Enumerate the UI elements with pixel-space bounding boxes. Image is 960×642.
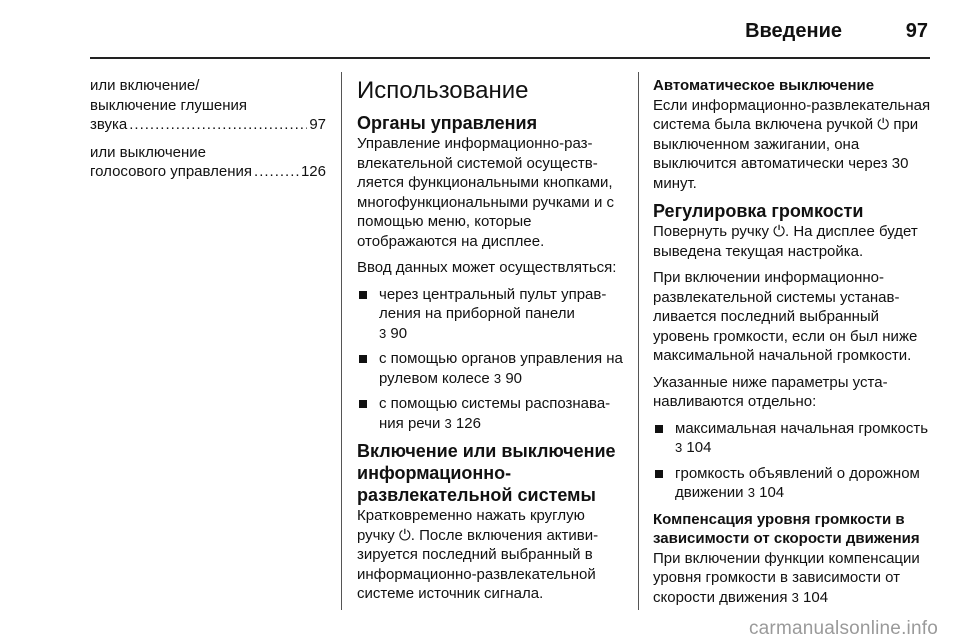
toc-leader-dots [129,115,307,135]
bullet-square-icon [359,355,367,363]
toc-entry [90,76,326,135]
volume-params-list [653,419,933,503]
list-item-text: через центральный пульт управления на приборной панели [379,285,607,322]
toc-page-number[interactable]: 97 [309,116,326,133]
cross-reference-page[interactable]: 104 [686,439,712,456]
input-intro-paragraph: Ввод данных может осуществляться: [357,259,617,276]
column-divider-left [341,72,342,610]
list-item [653,419,933,458]
toc-column [90,76,326,190]
cross-reference-page[interactable]: 104 [759,484,785,501]
list-item-text: громкость объявлений о дорожном движении [675,464,920,501]
bullet-square-icon [655,470,663,478]
auto-off-paragraph: Если информационно-развлекательная система была включена ручкой ⏻ при выключенном зажигании, она выключится автоматически через 30 минут. [653,96,931,192]
cross-reference-page[interactable]: 90 [390,324,408,342]
usage-column [357,76,623,611]
toc-entry-last-line[interactable] [90,115,326,135]
cross-reference-icon: 3 [747,485,755,500]
cross-reference-page[interactable]: 126 [455,414,481,432]
controls-paragraph: Управление информационно-развлекательной системой осуществляется функциональными кнопками, многофункциональными ручками и с помощью меню, которые отображаются на дисплее. [357,135,614,250]
params-intro-paragraph: Указанные ниже параметры устанавливаются отдельно: [653,373,888,410]
list-item-text: максимальная начальная громкость [675,419,929,437]
bullet-square-icon [359,400,367,408]
on-off-paragraph: Кратковременно нажать круглую ручку ⏻. После включения активизируется последний выбранный в информационно-развлекательной системе источник сигнала. [357,507,599,602]
heading-volume: Регулировка громкости [653,201,864,221]
cross-reference-icon: 3 [791,589,799,605]
list-item [357,285,623,344]
compensation-paragraph [653,549,933,608]
toc-entry-last-line[interactable] [90,162,326,182]
compensation-text: При включении функции компенсации уровня громкости в зависимости от скорости движения [653,549,920,606]
cross-reference-icon: 3 [493,370,502,386]
auto-column [653,76,933,614]
toc-entry-line: или выключение [90,143,206,161]
header-divider [90,57,930,59]
toc-entry [90,143,326,182]
input-methods-list [357,285,623,434]
toc-entry-line: выключение глушения [90,96,248,114]
cross-reference-page[interactable]: 104 [803,588,829,606]
heading-auto-off: Автоматическое выключение [653,77,875,94]
cross-reference-icon: 3 [675,440,683,455]
list-item [357,349,623,388]
volume-paragraph: Повернуть ручку ⏻. На дисплее будет выведена текущая настройка. [653,223,918,260]
page-title: Введение [745,20,842,42]
heading-speed-compensation: Компенсация уровня громкости в зависимости от скорости движения [653,510,920,547]
heading-controls: Органы управления [357,113,538,133]
cross-reference-icon: 3 [379,325,387,341]
bullet-square-icon [655,425,663,433]
list-item [357,394,623,433]
toc-leader-dots [254,162,299,182]
cross-reference-icon: 3 [444,415,452,431]
list-item [653,464,933,503]
section-title-usage: Использование [357,77,529,104]
toc-entry-text: звука [90,116,128,133]
toc-entry-line: или включение/ [90,77,200,94]
list-item-text: с помощью системы распознавания речи [379,395,611,432]
toc-entry-text: голосового управления [90,163,253,180]
column-divider-right [638,72,639,610]
page-number: 97 [905,20,928,42]
volume-paragraph-2: При включении информационно-развлекательной системы устанавливается последний выбранный уровень громкости, если он был ниже максимальной начальной громкости. [653,269,918,364]
watermark: carmanualsonline.info [748,618,938,639]
toc-page-number[interactable]: 126 [300,163,326,180]
list-item-text: с помощью органов управления на рулевом колесе [379,350,623,387]
cross-reference-page[interactable]: 90 [505,369,523,387]
bullet-square-icon [359,291,367,299]
heading-on-off: Включение или выключение информационно-развлекательной системы [357,441,616,505]
